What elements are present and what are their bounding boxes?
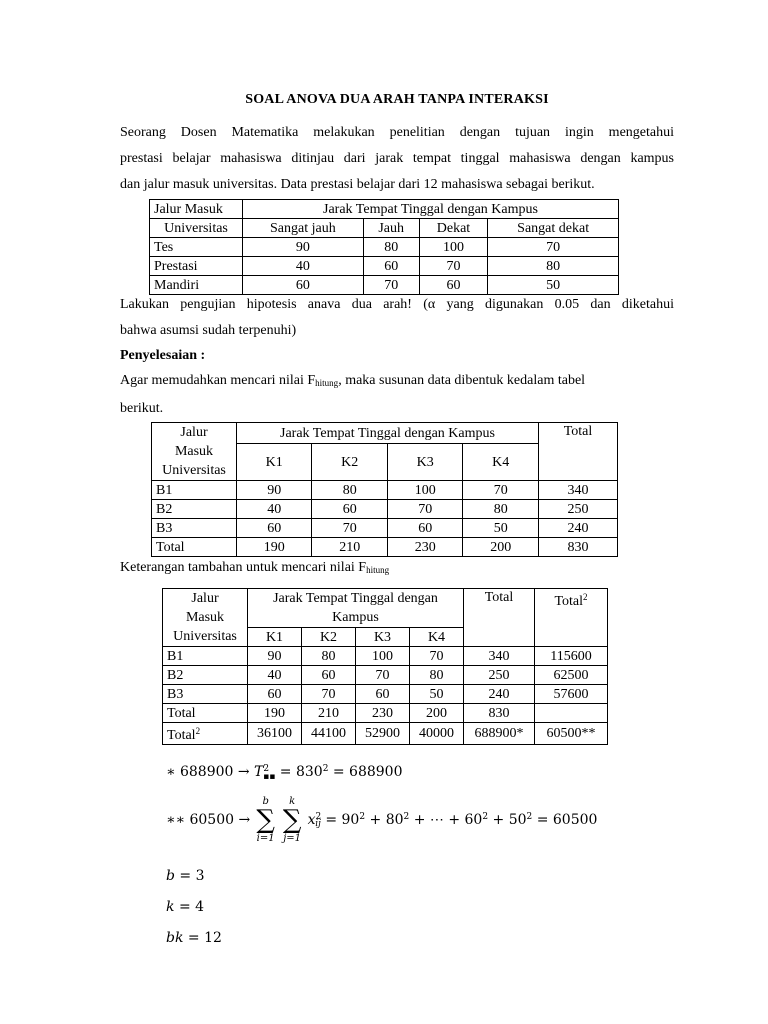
column-header: Sangat dekat [488, 219, 619, 238]
column-header: Jauh [363, 219, 419, 238]
task-line: bahwa asumsi sudah terpenuhi) [120, 323, 297, 338]
column-header: K3 [356, 628, 410, 647]
document-title: SOAL ANOVA DUA ARAH TANPA INTERAKSI [245, 92, 549, 107]
column-header: Sangat jauh [243, 219, 364, 238]
table-row: Total 190 210 230 200 830 [163, 704, 608, 723]
column-header: K3 [387, 444, 462, 481]
table-row: B2 40 60 70 80 250 [152, 500, 618, 519]
total-header: Total [464, 589, 535, 647]
equation-b: b = 3 [166, 868, 205, 884]
column-header: K2 [312, 444, 387, 481]
intro-line: Seorang Dosen Matematika melakukan penelitian dengan tujuan ingin mengetahui [120, 125, 674, 140]
equation-1: ∗ $688900 \to T^2_{▪▪} = 830^2 = 688900$ [166, 764, 403, 782]
row-header: Jalur Masuk Universitas [152, 423, 237, 481]
column-header: Dekat [419, 219, 488, 238]
total-squared-header: Total$^2$ [535, 589, 608, 647]
extra-text: Keterangan tambahan untuk mencari nilai $F_{hitung}$ [120, 560, 390, 575]
column-group-header: Jarak Tempat Tinggal dengan Kampus [243, 200, 619, 219]
table-row: Mandiri 60 70 60 50 [150, 276, 619, 295]
task-line: Lakukan pengujian hipotesis anava dua arah! (α yang digunakan 0.05 dan diketahui [120, 297, 674, 312]
table-row: B1 90 80 100 70 340 115600 [163, 647, 608, 666]
row-header: Jalur Masuk Universitas [163, 589, 248, 647]
row-header: Jalur Masuk [150, 200, 243, 219]
solution-heading: Penyelesaian : [120, 348, 206, 363]
table-row: B3 60 70 60 50 240 57600 [163, 685, 608, 704]
data-table-3 [162, 588, 608, 745]
column-group-header: Jarak Tempat Tinggal dengan Kampus [237, 423, 539, 444]
total-header: Total [539, 423, 618, 481]
equation-bk: bk = 12 [166, 930, 222, 946]
column-group-header: Jarak Tempat Tinggal dengan Kampus [248, 589, 464, 628]
intro-line: dan jalur masuk universitas. Data prestasi belajar dari 12 mahasiswa sebagai berikut. [120, 177, 595, 192]
column-header: K4 [463, 444, 539, 481]
table-row: Total 190 210 230 200 830 [152, 538, 618, 557]
data-table-2 [151, 422, 618, 557]
column-header: K4 [410, 628, 464, 647]
table-row: B3 60 70 60 50 240 [152, 519, 618, 538]
data-table-1 [149, 199, 619, 295]
table-row: B2 40 60 70 80 250 62500 [163, 666, 608, 685]
solution-paragraph: Agar memudahkan mencari nilai $F_{hitung}$, maka susunan data dibentuk kedalam tabel berikut. [120, 373, 586, 416]
column-header: K1 [248, 628, 302, 647]
column-header: K2 [302, 628, 356, 647]
equation-2: ∗∗ 60500 → b ∑ i=1 k ∑ j=1 $x^2_{ij} = 90^2 + 80^2$ + ⋯ + $60^2 + 50^2 = 60500$ [166, 796, 598, 844]
table-row: Total$^2$ 36100 44100 52900 40000 688900* 60500** [163, 723, 608, 745]
intro-paragraph [120, 120, 674, 198]
equation-k: k = 4 [166, 899, 205, 915]
column-header: K1 [237, 444, 312, 481]
table-row: B1 90 80 100 70 340 [152, 481, 618, 500]
row-header: Universitas [150, 219, 243, 238]
table-row: Prestasi 40 60 70 80 [150, 257, 619, 276]
task-paragraph [120, 292, 674, 344]
table-row: Tes 90 80 100 70 [150, 238, 619, 257]
intro-line: prestasi belajar mahasiswa ditinjau dari jarak tempat tinggal mahasiswa dengan kampus [120, 151, 674, 166]
